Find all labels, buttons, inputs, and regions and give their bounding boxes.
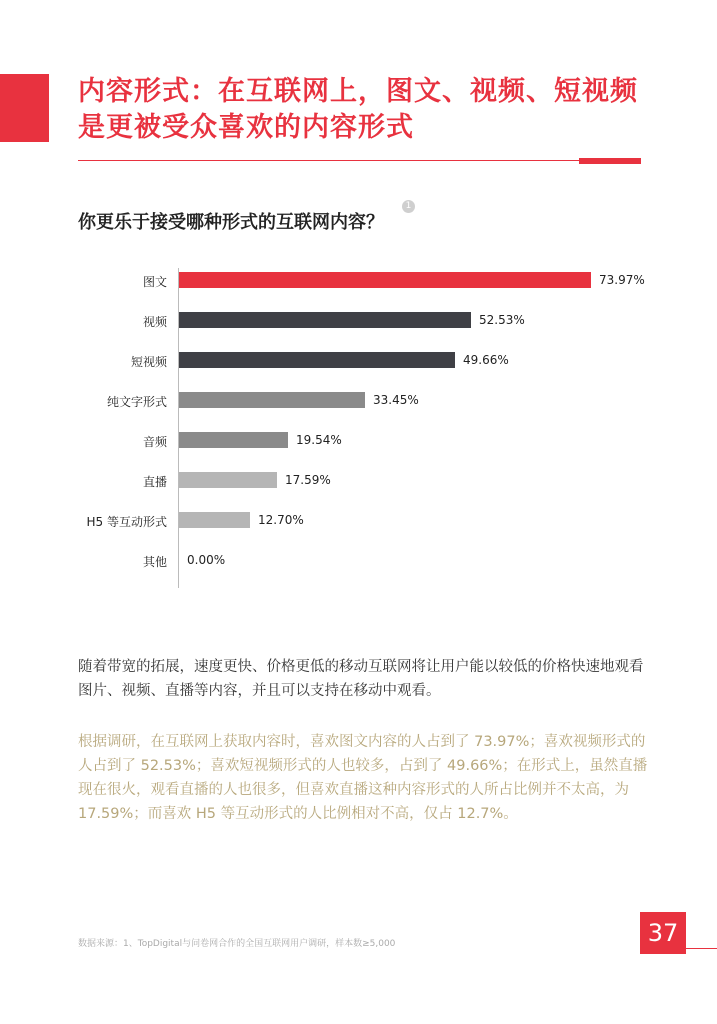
bar-label: 短视频: [130, 355, 167, 369]
page-number: 37: [640, 912, 686, 954]
bar-label: 纯文字形式: [106, 395, 167, 409]
title-underline: [78, 160, 641, 161]
bar-value-label: 73.97%: [599, 273, 645, 287]
title-line-1: 内容形式：在互联网上，图文、视频、短视频: [78, 76, 638, 107]
bar: [179, 272, 591, 288]
bar: [179, 472, 277, 488]
corner-accent-block: [0, 74, 49, 142]
bar-value-label: 49.66%: [463, 353, 509, 367]
bar-label: 视频: [142, 315, 167, 329]
bar-label: 其他: [142, 555, 167, 569]
title-underline-accent: [579, 158, 641, 164]
bar-value-label: 0.00%: [187, 553, 226, 567]
bar-label: H5 等互动形式: [86, 515, 167, 529]
bar-label: 直播: [142, 475, 167, 489]
body-paragraph: 随着带宽的拓展，速度更快、价格更低的移动互联网将让用户能以较低的价格快速地观看图片、视频、直播等内容，并且可以支持在移动中观看。: [78, 659, 644, 699]
chart-question: 你更乐于接受哪种形式的互联网内容？: [78, 212, 384, 233]
bar: [179, 512, 250, 528]
footnote-marker: 1: [402, 200, 415, 213]
bar-chart: [0, 260, 717, 580]
bar: [179, 312, 471, 328]
bar-value-label: 12.70%: [258, 513, 304, 527]
bar: [179, 352, 455, 368]
bar-label: 图文: [142, 275, 167, 289]
bar-label: 音频: [142, 435, 167, 449]
data-source-note: 数据来源：1、TopDigital与问卷网合作的全国互联网用户调研，样本数≥5,000: [78, 939, 396, 949]
bar: [179, 392, 365, 408]
bar-value-label: 19.54%: [296, 433, 342, 447]
bar-value-label: 17.59%: [285, 473, 331, 487]
finding-paragraph: 根据调研，在互联网上获取内容时，喜欢图文内容的人占到了 73.97%；喜欢视频形式的人占到了 52.53%；喜欢短视频形式的人也较多，占到了 49.66%；在形式上，虽然直播现在很火，观看直播的人也很多，但喜欢直播这种内容形式的人所占比例并不太高，为 17.59%；而喜欢 H5 等互动形式的人比例相对不高，仅占 12.7%。: [78, 734, 648, 822]
title-line-2: 是更被受众喜欢的内容形式: [78, 112, 414, 143]
bar-value-label: 52.53%: [479, 313, 525, 327]
page-number-rule: [686, 948, 717, 949]
page-title: [78, 74, 678, 146]
bar: [179, 432, 288, 448]
bar-value-label: 33.45%: [373, 393, 419, 407]
